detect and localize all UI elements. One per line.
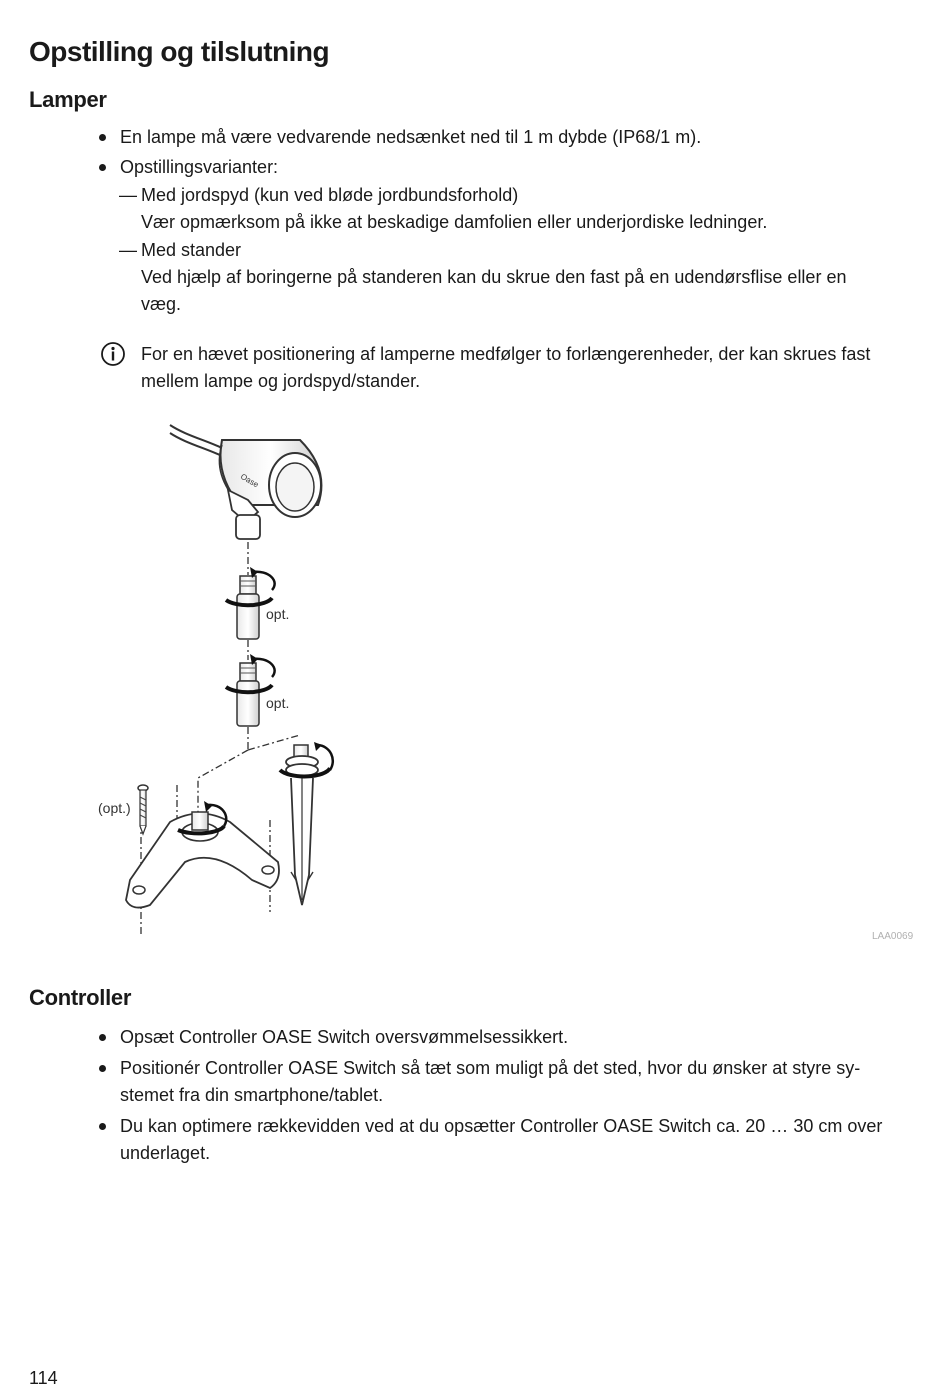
bullet-dot [99, 1123, 106, 1130]
label-opt-lower: opt. [266, 695, 290, 711]
bullet-dot [99, 1034, 106, 1041]
lamper-bullet-1: En lampe må være vedvarende nedsænket ned til 1 m dybde (IP68/1 m). [120, 127, 702, 147]
bullet-dot [99, 134, 106, 141]
extension-piece-lower [226, 654, 275, 726]
variant-1-text: Vær opmærksom på ikke at beskadige damfolien eller underjordiske ledninger. [141, 212, 768, 232]
variant-2-text-line1: Ved hjælp af boringerne på standeren kan du skrue den fast på en udendørsflise eller en [141, 267, 847, 287]
lamp-brand-label: Oase [239, 471, 261, 490]
lamper-bullet-2: Opstillingsvarianter: [120, 157, 279, 177]
controller-bullet-1: Opsæt Controller OASE Switch oversvømmelsessikkert. [120, 1027, 569, 1047]
page-number: 114 [29, 1368, 58, 1388]
figure-code: LAA0069 [872, 931, 914, 942]
controller-bullet-3-line1: Du kan optimere rækkevidden ved at du opsætter Controller OASE Switch ca. 20 … 30 cm over [120, 1116, 883, 1136]
ground-spike [280, 742, 333, 905]
info-icon [100, 341, 126, 367]
dash-marker: — [119, 240, 137, 260]
extension-piece-upper [226, 567, 275, 639]
lamp-cable [170, 425, 222, 456]
bullet-dot [99, 164, 106, 171]
label-opt-screw: (opt.) [98, 800, 131, 816]
variant-2-text-line2: væg. [141, 294, 182, 314]
section-heading-controller: Controller [29, 985, 132, 1010]
label-opt-upper: opt. [266, 606, 290, 622]
variant-1-title: Med jordspyd (kun ved bløde jordbundsforhold) [141, 185, 519, 205]
info-text-line2: mellem lampe og jordspyd/stander. [141, 371, 421, 391]
variant-2-title: Med stander [141, 240, 242, 260]
lamp-assembly-illustration [88, 415, 348, 935]
bullet-dot [99, 1065, 106, 1072]
controller-bullet-3-line2: underlaget. [120, 1143, 211, 1163]
lamp-stand [126, 801, 279, 908]
info-text-line1: For en hævet positionering af lamperne medfølger to forlængerenheder, der kan skrues fast [141, 344, 871, 364]
mounting-screw [138, 785, 148, 834]
section-heading-lamper: Lamper [29, 87, 107, 112]
controller-bullet-2-line1: Positionér Controller OASE Switch så tæt som muligt på det sted, hvor du ønsker at styre sy- [120, 1058, 861, 1078]
dash-marker: — [119, 185, 137, 205]
controller-bullet-2-line2: stemet fra din smartphone/tablet. [120, 1085, 384, 1105]
page-title: Opstilling og tilslutning [29, 36, 330, 67]
